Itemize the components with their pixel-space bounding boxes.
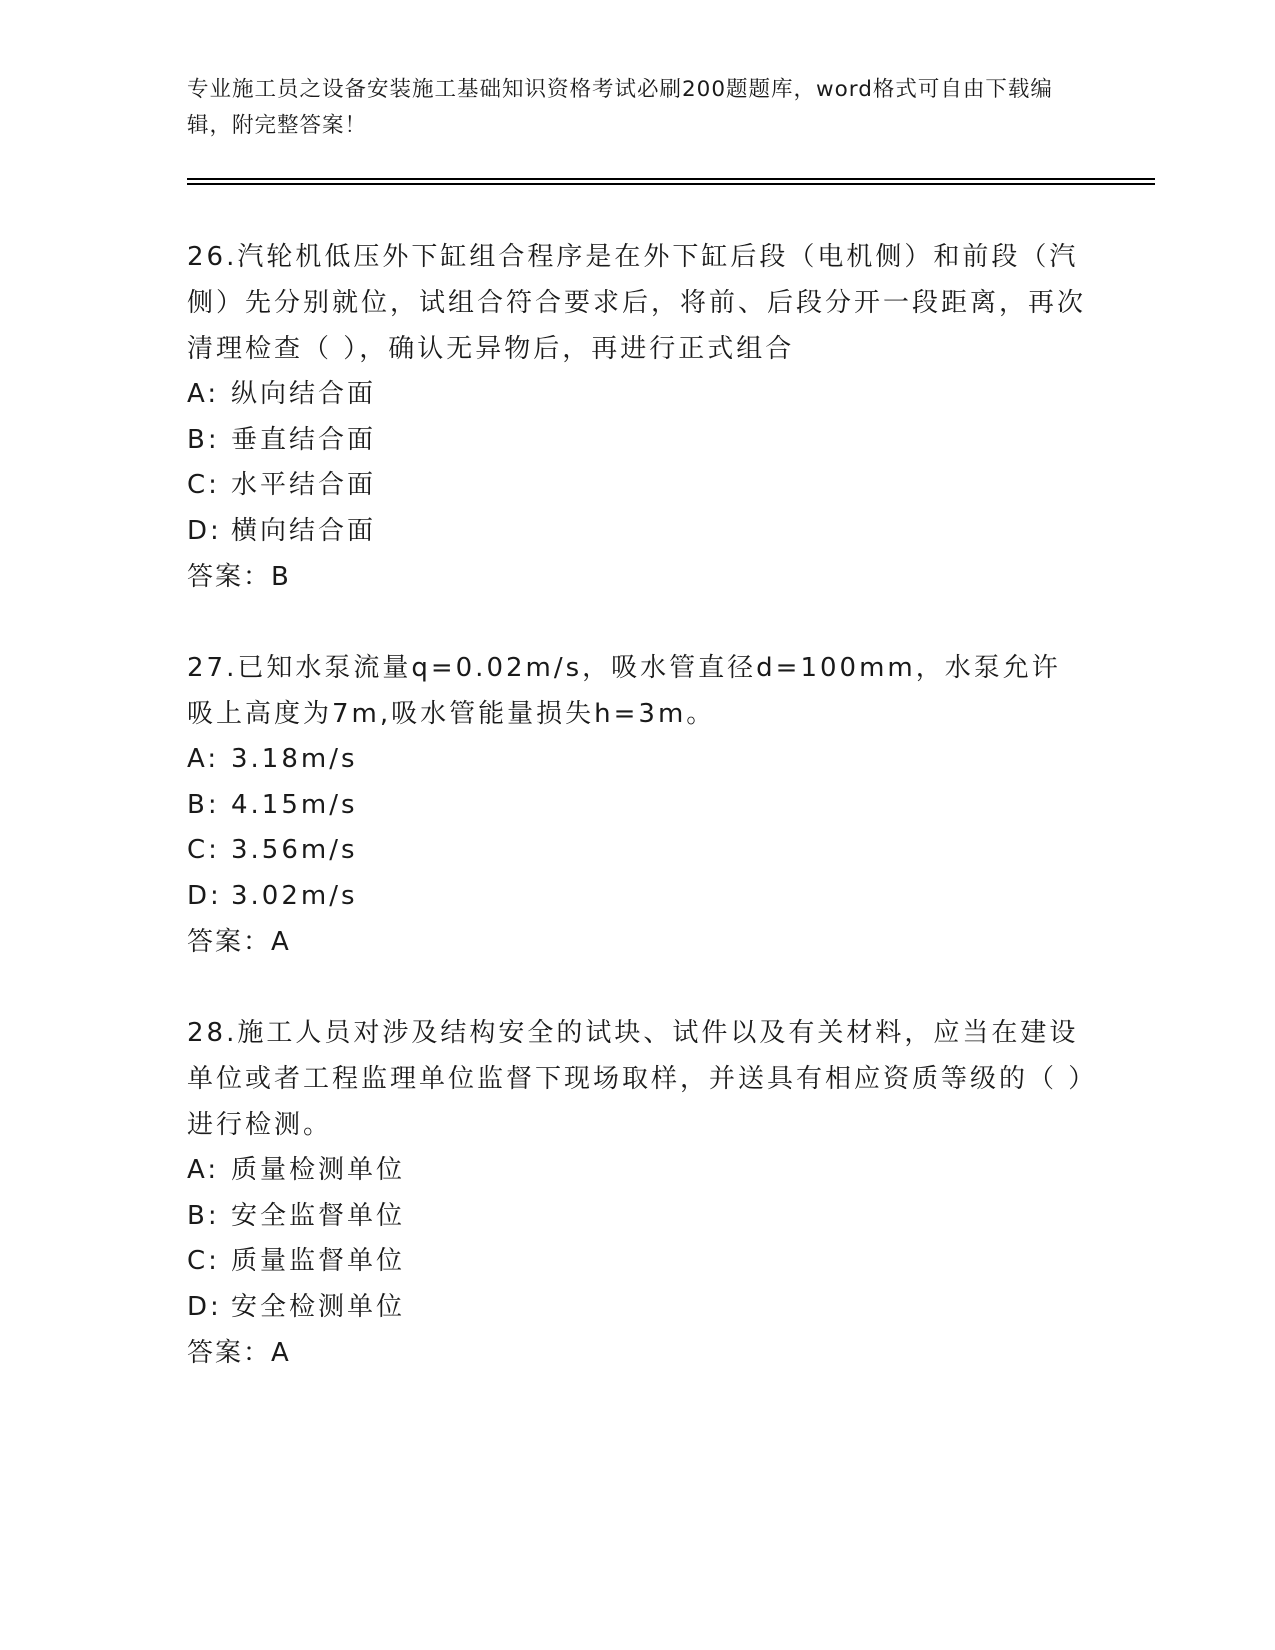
option-text: 4.15m/s (231, 789, 358, 820)
header-rule-top (187, 178, 1155, 180)
option-letter: D: (187, 880, 222, 911)
option-text: 3.18m/s (231, 744, 358, 774)
question-list (187, 234, 1087, 1421)
option-text: 垂直结合面 (231, 424, 377, 455)
option-d (187, 509, 1087, 555)
option-text: 横向结合面 (231, 515, 377, 546)
option-letter: B: (187, 1200, 220, 1231)
option-text: 3.02m/s (231, 880, 358, 911)
option-letter: B: (187, 789, 220, 820)
option-b (187, 418, 1087, 464)
option-letter: A: (187, 744, 220, 774)
option-text: 质量检测单位 (231, 1155, 406, 1185)
option-c (187, 463, 1087, 509)
option-d (187, 1285, 1087, 1331)
option-text: 水平结合面 (231, 470, 377, 500)
question-26 (187, 234, 1087, 600)
option-d (187, 874, 1087, 920)
option-letter: D: (187, 1291, 222, 1322)
option-text: 安全检测单位 (231, 1291, 406, 1322)
option-text: 纵向结合面 (231, 379, 377, 409)
option-text: 3.56m/s (231, 835, 358, 865)
option-c (187, 828, 1087, 874)
option-a (187, 737, 1087, 783)
question-28 (187, 1010, 1087, 1376)
option-letter: A: (187, 379, 220, 409)
header-rule-bottom (187, 183, 1155, 185)
option-letter: C: (187, 835, 220, 865)
option-text: 质量监督单位 (231, 1246, 406, 1276)
answer-line: 答案：A (187, 927, 291, 957)
option-letter: A: (187, 1155, 220, 1185)
question-27 (187, 645, 1087, 965)
option-a (187, 372, 1087, 418)
question-stem: 27.已知水泵流量q=0.02m/s，吸水管直径d=100mm，水泵允许吸上高度为7m,吸水管能量损失h=3m。 (187, 653, 1061, 729)
option-letter: C: (187, 470, 220, 500)
document-header: 专业施工员之设备安装施工基础知识资格考试必刷200题题库，word格式可自由下载编辑，附完整答案！ (187, 77, 1053, 138)
option-a (187, 1148, 1087, 1194)
option-b (187, 1194, 1087, 1240)
question-stem: 26.汽轮机低压外下缸组合程序是在外下缸后段（电机侧）和前段（汽侧）先分别就位，试组合符合要求后，将前、后段分开一段距离，再次清理检查（ ），确认无异物后，再进行正式组合 (187, 242, 1087, 364)
question-stem: 28.施工人员对涉及结构安全的试块、试件以及有关材料，应当在建设单位或者工程监理单位监督下现场取样，并送具有相应资质等级的（ ）进行检测。 (187, 1018, 1085, 1140)
answer-line: 答案：B (187, 562, 291, 592)
option-letter: C: (187, 1246, 220, 1276)
option-letter: D: (187, 515, 222, 546)
option-c (187, 1239, 1087, 1285)
answer-line: 答案：A (187, 1338, 291, 1368)
option-b (187, 783, 1087, 829)
option-text: 安全监督单位 (231, 1200, 406, 1231)
option-letter: B: (187, 424, 220, 455)
